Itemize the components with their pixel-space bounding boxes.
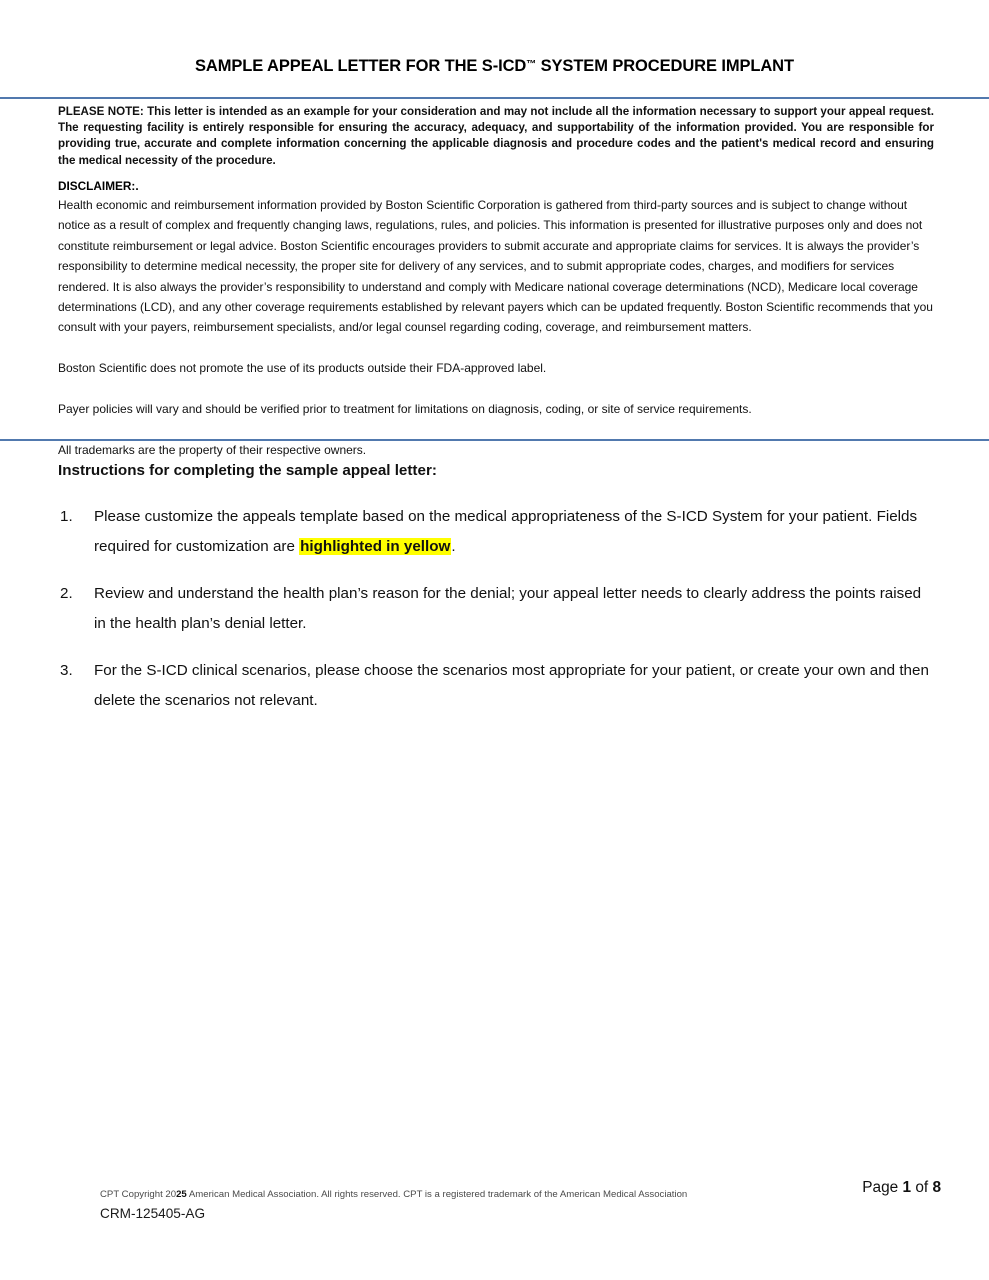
please-note-block <box>58 104 934 169</box>
spacer-1 <box>58 338 934 359</box>
disclaimer-heading: DISCLAIMER:. <box>58 179 139 193</box>
instructions-heading: Instructions for completing the sample appeal letter: <box>58 462 437 479</box>
footer-cpt-copyright <box>100 1188 687 1201</box>
divider-bottom <box>0 439 989 441</box>
please-note-paragraph <box>58 104 934 169</box>
page-title <box>0 57 989 76</box>
list-item <box>58 656 934 716</box>
disclaimer-paragraph: Health economic and reimbursement information provided by Boston Scientific Corporation is gathered from third-party sources and is subject to change without notice as a result of complex and frequently changing laws, regulations, rules, and policies. This information is presented for illustrative purposes only and does not constitute reimbursement or legal advice. Boston Scientific encourages providers to submit accurate and appropriate claims for services. It is always the provider’s responsibility to determine medical necessity, the proper site for delivery of any services, and to submit appropriate codes, charges, and modifiers for services rendered. It is also always the provider’s responsibility to understand and comply with Medicare national coverage determinations (NCD), Medicare local coverage determinations (LCD), and any other coverage requirements established by relevant payers which can be updated frequently. Boston Scientific recommends that you consult with your payers, reimbursement specialists, and/or legal counsel regarding coding, coverage, and reimbursement matters. <box>58 198 933 335</box>
disclaimer-payer-note: Payer policies will vary and should be verified prior to treatment for limitations on diagnosis, coding, or site of service requirements. <box>58 402 752 417</box>
footer-cpt-year: 25 <box>176 1189 187 1200</box>
list-item-text: Review and understand the health plan’s reason for the denial; your appeal letter needs to clearly address the points raised in the health plan’s denial letter. <box>94 585 922 632</box>
list-item <box>58 502 934 562</box>
list-item-text: For the S-ICD clinical scenarios, please choose the scenarios most appropriate for your patient, or create your own and then delete the scenarios not relevant. <box>94 662 929 709</box>
list-item <box>58 579 934 639</box>
page-total-number: 8 <box>932 1179 941 1196</box>
please-note-label: PLEASE NOTE: <box>58 105 144 118</box>
page-label-prefix: Page <box>862 1179 903 1196</box>
disclaimer-fda-note: Boston Scientific does not promote the use of its products outside their FDA-approved label. <box>58 361 547 376</box>
list-item-number: 1. <box>60 508 73 525</box>
instructions-list <box>58 502 934 733</box>
please-note-body: This letter is intended as an example for your consideration and may not include all the information necessary to support your appeal request. The requesting facility is entirely responsible for ensuring the accuracy, adequacy, and supportability of the information provided. You are responsible for providing true, accurate and complete information concerning the applicable diagnosis and procedure codes and the patient's medical record and ensuring the medical necessity of the procedure. <box>58 105 934 167</box>
yellow-highlight: highlighted in yellow <box>300 538 451 555</box>
footer-crm-code: CRM-125405-AG <box>100 1206 206 1221</box>
page-connector: of <box>911 1179 933 1196</box>
list-item-number: 2. <box>60 585 73 602</box>
list-item-number: 3. <box>60 662 73 679</box>
page-current-number: 1 <box>902 1179 912 1196</box>
list-item-text: Please customize the appeals template based on the medical appropriateness of the S-ICD System for your patient. Fields required for customization are <box>94 508 918 555</box>
list-item-text-tail: . <box>451 538 456 555</box>
page-title-prefix: SAMPLE APPEAL LETTER FOR THE S-ICD <box>195 57 527 75</box>
disclaimer-block <box>58 178 934 461</box>
trademark-symbol: ™ <box>526 59 537 70</box>
page-title-suffix: SYSTEM PROCEDURE IMPLANT <box>536 57 794 75</box>
spacer-3 <box>58 420 934 441</box>
divider-top <box>0 97 989 99</box>
footer-cpt-suffix: American Medical Association. All rights reserved. CPT is a registered trademark of the American Medical Association <box>186 1189 688 1200</box>
disclaimer-trademark-note: All trademarks are the property of their respective owners. <box>58 443 367 458</box>
spacer-2 <box>58 379 934 400</box>
footer-cpt-prefix: CPT Copyright 20 <box>100 1189 177 1200</box>
footer-page-number <box>862 1178 941 1198</box>
